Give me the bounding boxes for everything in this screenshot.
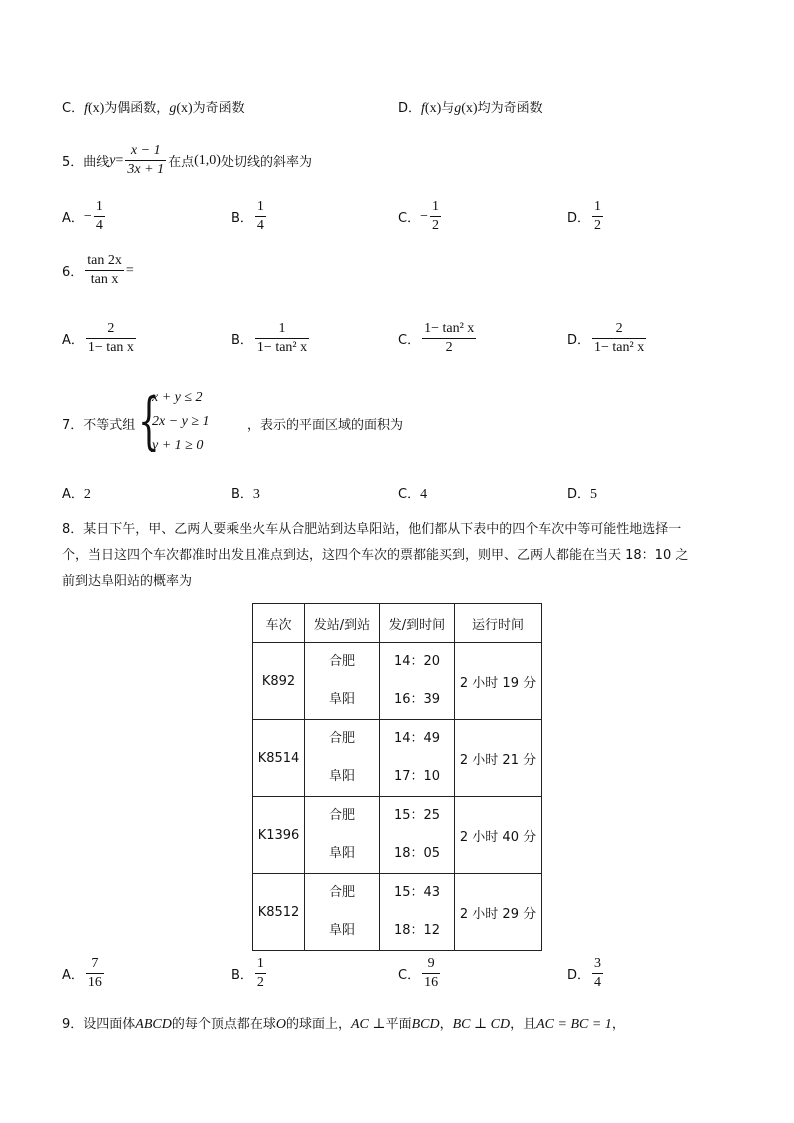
- fraction: [592, 198, 603, 235]
- q8-option-d[interactable]: [567, 955, 605, 992]
- fraction-numerator: 9: [422, 955, 440, 974]
- fraction-denominator: 2: [431, 218, 439, 233]
- question-number: 6．: [62, 265, 84, 280]
- depart-station: 合肥: [328, 885, 355, 900]
- fraction: [86, 955, 104, 992]
- times: [380, 797, 455, 874]
- fraction-denominator: 3x + 1: [127, 162, 165, 177]
- fraction-denominator: tan x: [90, 272, 119, 287]
- option-text: 与: [441, 101, 455, 116]
- q8-option-b[interactable]: [231, 955, 268, 992]
- inequality-system: [152, 386, 210, 458]
- q4-option-d[interactable]: [398, 97, 543, 117]
- arrive-station: 阜阳: [328, 692, 355, 707]
- math-equals: =: [125, 262, 134, 278]
- q9-stem: [62, 1013, 625, 1033]
- option-text: 均为奇函数: [477, 101, 543, 116]
- stem-text: 的球面上，: [285, 1017, 351, 1032]
- train-schedule-table: [252, 603, 542, 951]
- math-plane: BCD: [411, 1017, 440, 1032]
- train-number: K8514: [253, 720, 305, 797]
- q8-option-a[interactable]: [62, 955, 106, 992]
- fraction-numerator: x − 1: [125, 142, 166, 161]
- fraction-denominator: 2: [256, 975, 264, 990]
- fraction-numerator: 1: [255, 320, 309, 339]
- fraction-denominator: 4: [95, 218, 103, 233]
- option-value: 5: [590, 487, 598, 502]
- train-number: K892: [253, 643, 305, 720]
- fraction-denominator: 4: [256, 218, 264, 233]
- stem-text: 处切线的斜率为: [220, 155, 312, 170]
- depart-time: 14：49: [393, 731, 441, 746]
- fraction-numerator: 1: [430, 198, 441, 217]
- q7-option-b[interactable]: [231, 483, 260, 503]
- option-label: D．: [567, 333, 591, 348]
- fraction-denominator: 16: [424, 975, 439, 990]
- q8-stem-line: 8．某日下午，甲、乙两人要乘坐火车从合肥站到达阜阳站，他们都从下表中的四个车次中等可能性地选择一: [62, 522, 682, 537]
- stations: [305, 643, 380, 720]
- fraction: [430, 198, 441, 235]
- sign: −: [83, 208, 92, 224]
- fraction: [255, 198, 266, 235]
- fraction-numerator: 1: [94, 198, 105, 217]
- stem-text: ，: [611, 1017, 625, 1032]
- q7-prefix: [62, 414, 135, 433]
- fraction: [592, 955, 603, 992]
- inequality-line: x + y ≤ 2: [152, 390, 203, 405]
- stem-text: ，且: [510, 1017, 537, 1032]
- fraction-denominator: 1− tan² x: [256, 340, 308, 355]
- q5-option-c[interactable]: [398, 198, 443, 235]
- depart-station: 合肥: [328, 654, 355, 669]
- question-number: 7．: [62, 418, 84, 433]
- stem-text: 在点: [168, 155, 195, 170]
- inequality-line: 2x − y ≥ 1: [152, 414, 210, 429]
- stem-text: 曲线: [83, 155, 110, 170]
- fraction: [86, 320, 136, 357]
- times: [380, 874, 455, 951]
- q5-option-d[interactable]: [567, 198, 605, 235]
- train-number: K8512: [253, 874, 305, 951]
- fraction: [255, 320, 309, 357]
- duration: 2 小时 29 分: [455, 874, 542, 951]
- q8-option-c[interactable]: [398, 955, 442, 992]
- stem-text: 不等式组: [83, 418, 136, 433]
- depart-time: 15：25: [393, 808, 441, 823]
- option-label: B．: [231, 968, 253, 983]
- option-label: C．: [398, 968, 421, 983]
- fraction-numerator: 3: [592, 955, 603, 974]
- math-condition: AC ⊥: [351, 1017, 386, 1032]
- fraction-numerator: 1: [592, 198, 603, 217]
- math-arg: (x): [176, 101, 193, 116]
- q6-option-b[interactable]: [231, 320, 311, 357]
- inequality-line: y + 1 ≥ 0: [152, 438, 204, 453]
- stations: [305, 797, 380, 874]
- option-label: D．: [567, 968, 591, 983]
- option-text: 为偶函数，: [104, 101, 170, 116]
- option-label: B．: [231, 211, 253, 226]
- arrive-station: 阜阳: [328, 846, 355, 861]
- fraction: [422, 320, 476, 357]
- column-header: 车次: [253, 604, 305, 643]
- stations: [305, 720, 380, 797]
- fraction-denominator: 1− tan² x: [594, 340, 645, 355]
- fraction-denominator: 2: [445, 340, 453, 355]
- stem-text: 平面: [385, 1017, 412, 1032]
- fraction: [592, 320, 646, 357]
- q4-option-c[interactable]: [62, 97, 245, 117]
- fraction-numerator: 1− tan² x: [422, 320, 476, 339]
- depart-time: 15：43: [393, 885, 441, 900]
- math-g: g: [169, 101, 177, 116]
- left-brace: {: [138, 384, 160, 457]
- option-label: C．: [398, 211, 421, 226]
- table-header-row: [253, 604, 542, 643]
- fraction-numerator: 2: [86, 320, 136, 339]
- option-label: A．: [62, 211, 84, 226]
- sign: −: [420, 208, 428, 224]
- arrive-time: 18：12: [393, 923, 441, 938]
- stations: [305, 874, 380, 951]
- option-label: C．: [62, 101, 85, 116]
- q7-option-a[interactable]: [62, 483, 91, 503]
- table-row: [253, 643, 542, 720]
- q7-option-d[interactable]: [567, 483, 597, 503]
- q6-option-d[interactable]: [567, 320, 648, 357]
- arrive-time: 18：05: [393, 846, 441, 861]
- stem-text: 9．设四面体: [62, 1017, 136, 1032]
- fraction: [94, 198, 105, 235]
- q7-suffix: ，表示的平面区域的面积为: [247, 418, 404, 433]
- arrive-station: 阜阳: [328, 923, 355, 938]
- fraction-denominator: 2: [594, 218, 602, 233]
- table-row: [253, 874, 542, 951]
- math-condition: AC = BC = 1: [536, 1017, 612, 1032]
- option-value: 4: [420, 487, 428, 502]
- depart-station: 合肥: [328, 808, 355, 823]
- math-g: g: [454, 101, 462, 116]
- fraction-numerator: 2: [592, 320, 646, 339]
- fraction-numerator: 7: [86, 955, 104, 974]
- math-sphere-center: O: [275, 1017, 286, 1032]
- stem-text: 的每个顶点都在球: [171, 1017, 276, 1032]
- times: [380, 643, 455, 720]
- math-condition: BC ⊥ CD: [452, 1017, 511, 1032]
- option-value: 3: [252, 487, 260, 502]
- option-label: A．: [62, 487, 84, 502]
- fraction-numerator: tan 2x: [85, 252, 124, 271]
- column-header: 发站/到站: [305, 604, 380, 643]
- option-label: B．: [231, 333, 253, 348]
- fraction: [255, 955, 266, 992]
- table-row: [253, 720, 542, 797]
- q5-option-a[interactable]: [62, 198, 107, 235]
- stem-text: ，: [439, 1017, 453, 1032]
- fraction-denominator: 1− tan x: [87, 340, 134, 355]
- duration: 2 小时 19 分: [455, 643, 542, 720]
- fraction: [125, 142, 166, 179]
- times: [380, 720, 455, 797]
- option-label: C．: [398, 333, 421, 348]
- q5-option-b[interactable]: [231, 198, 268, 235]
- q8-stem-line: 个，当日这四个车次都准时出发且准点到达，这四个车次的票都能买到，则甲、乙两人都能在当天 18：10 之: [62, 548, 689, 563]
- fraction: [85, 252, 124, 289]
- column-header: 发/到时间: [380, 604, 455, 643]
- fraction-denominator: 4: [594, 975, 602, 990]
- math-arg: (x): [424, 101, 442, 116]
- math-equals: =: [115, 152, 124, 168]
- q5-stem: [62, 142, 312, 179]
- fraction-numerator: 1: [255, 955, 266, 974]
- fraction: [422, 955, 440, 992]
- option-label: D．: [567, 487, 591, 502]
- fraction-denominator: 16: [87, 975, 102, 990]
- math-arg: (x): [87, 101, 105, 116]
- math-f: f: [84, 101, 88, 116]
- duration: 2 小时 40 分: [455, 797, 542, 874]
- q7-option-c[interactable]: [398, 483, 427, 503]
- math-f: f: [421, 101, 425, 116]
- math-arg: (x): [461, 101, 478, 116]
- math-tetrahedron: ABCD: [135, 1017, 172, 1032]
- question-number: 5．: [62, 155, 84, 170]
- math-point: (1,0): [194, 152, 221, 168]
- arrive-station: 阜阳: [328, 769, 355, 784]
- duration: 2 小时 21 分: [455, 720, 542, 797]
- q8-stem-line: 前到达阜阳站的概率为: [62, 574, 193, 589]
- q6-option-c[interactable]: [398, 320, 478, 357]
- option-label: A．: [62, 333, 84, 348]
- arrive-time: 16：39: [393, 692, 441, 707]
- q6-stem: [62, 252, 134, 289]
- option-text: 为奇函数: [192, 101, 245, 116]
- option-label: D．: [398, 101, 422, 116]
- math-y: y: [109, 152, 116, 168]
- option-value: 2: [83, 487, 91, 502]
- arrive-time: 17：10: [393, 769, 441, 784]
- option-label: C．: [398, 487, 421, 502]
- column-header: 运行时间: [455, 604, 542, 643]
- train-number: K1396: [253, 797, 305, 874]
- depart-time: 14：20: [393, 654, 441, 669]
- depart-station: 合肥: [328, 731, 355, 746]
- option-label: B．: [231, 487, 253, 502]
- option-label: D．: [567, 211, 591, 226]
- option-label: A．: [62, 968, 84, 983]
- q6-option-a[interactable]: [62, 320, 138, 357]
- table-row: [253, 797, 542, 874]
- fraction-numerator: 1: [255, 198, 266, 217]
